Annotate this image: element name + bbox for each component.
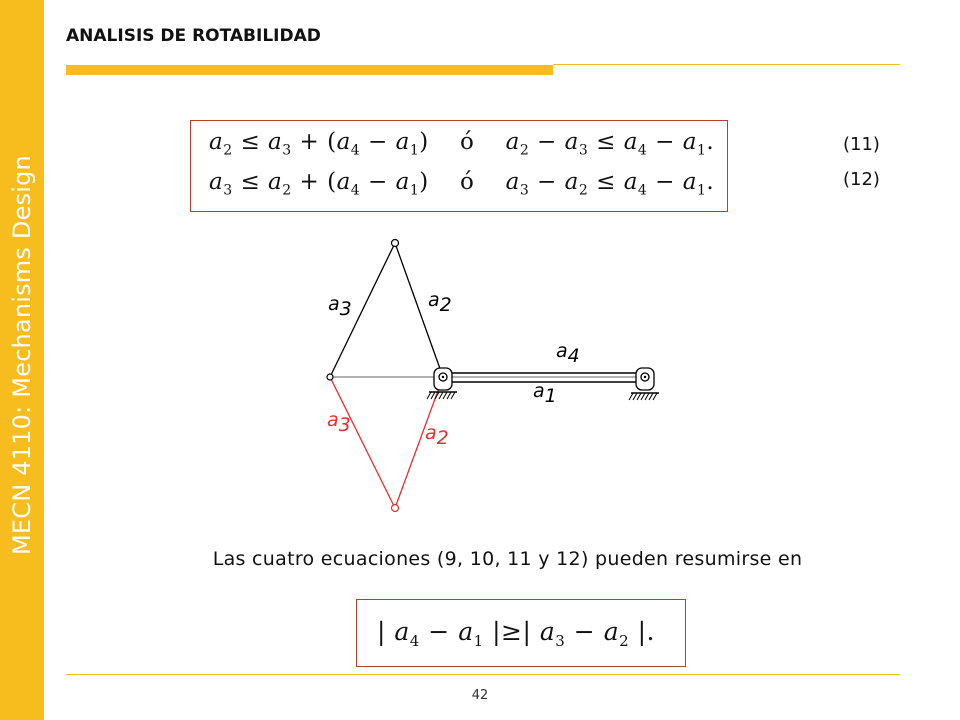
- label-a3-upper: a3: [328, 293, 352, 320]
- sidebar-band: [0, 0, 44, 720]
- summary-text: Las cuatro ecuaciones (9, 10, 11 y 12) pueden resumirse en: [212, 548, 803, 570]
- final-equation-box: [356, 599, 686, 667]
- title-underline-thick: [66, 65, 553, 75]
- label-a3-lower: a3: [327, 409, 351, 436]
- equation-11: $a_2 \le a_3 + (a_4 - a_1)$ ó $a_2 - a_3 \le a_4 - a_1$.: [209, 129, 715, 159]
- slide-title: ANALISIS DE ROTABILIDAD: [66, 26, 321, 46]
- label-a4: a4: [556, 340, 580, 367]
- joint-upper-icon: [392, 240, 399, 247]
- equation-number-11: (11): [843, 134, 880, 155]
- joint-lower-icon: [392, 505, 399, 512]
- equation-number-12: (12): [843, 169, 880, 190]
- footer-rule: [66, 674, 900, 675]
- link-a3-lower: [330, 377, 395, 508]
- equations-box: [190, 120, 728, 212]
- label-a1: a1: [533, 380, 557, 407]
- label-a2-upper: a2: [428, 289, 452, 316]
- ground-pivot-left-icon: [427, 368, 457, 399]
- joint-left-icon: [327, 374, 333, 380]
- label-a2-lower: a2: [425, 422, 449, 449]
- page-number: 42: [471, 688, 489, 703]
- course-title: MECN 4110: Mechanisms Design: [8, 155, 36, 555]
- title-underline-thin: [553, 64, 900, 65]
- final-equation: | $a_4 - a_1$ |≥| $a_3 - a_2$ |.: [377, 617, 655, 650]
- equation-12: $a_3 \le a_2 + (a_4 - a_1)$ ó $a_3 - a_2 \le a_4 - a_1$.: [209, 169, 715, 199]
- four-bar-linkage-diagram: [300, 230, 680, 520]
